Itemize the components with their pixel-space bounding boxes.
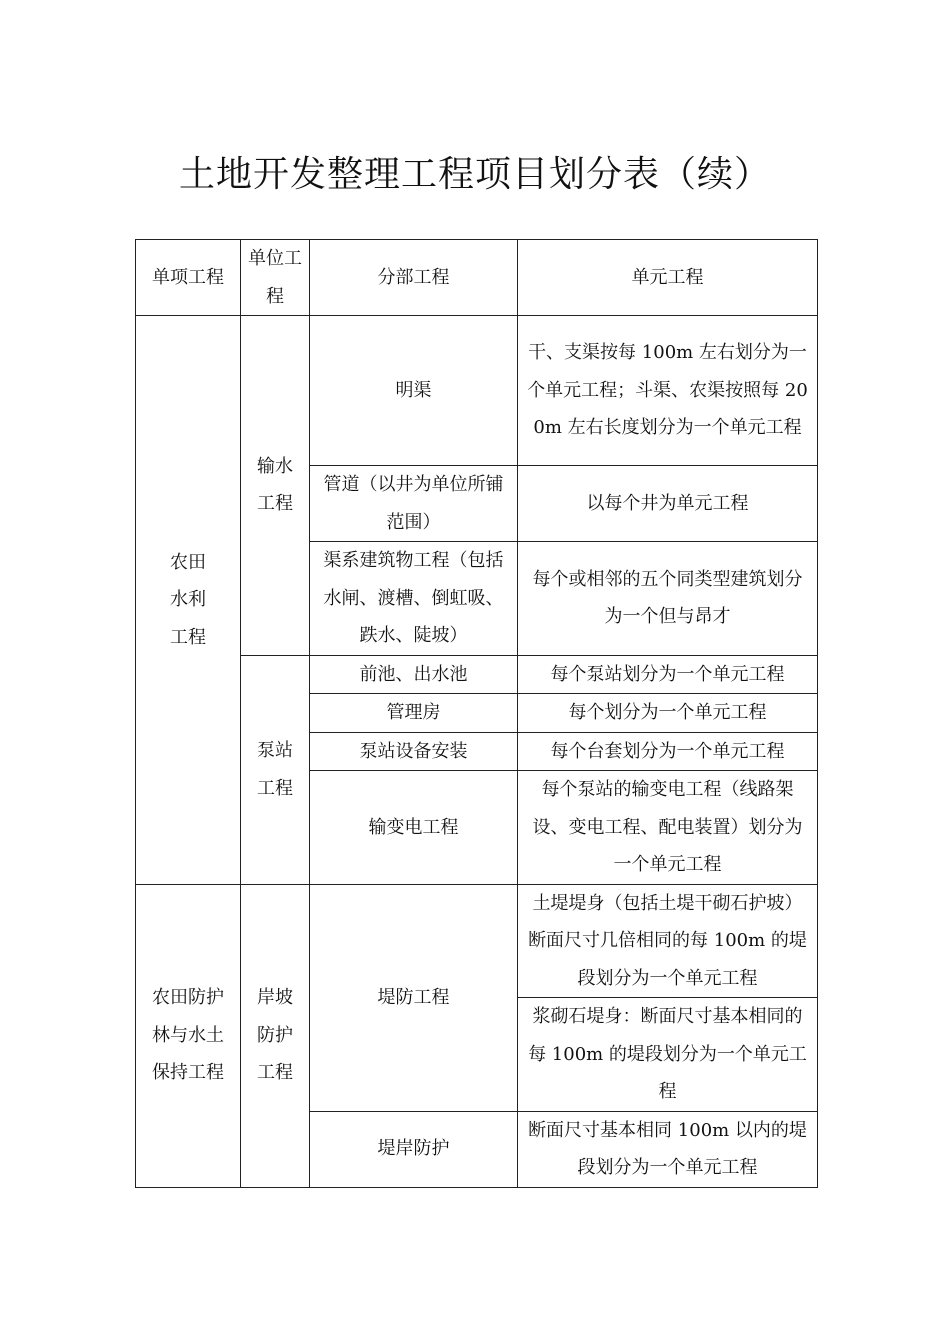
item-cell: 农田防护林与水土保持工程	[136, 884, 241, 1187]
subdivision-cell: 堤岸防护	[310, 1111, 518, 1187]
unit-cell: 岸坡防护工程	[241, 884, 310, 1187]
project-division-table	[135, 239, 818, 1188]
element-cell: 干、支渠按每 100m 左右划分为一个单元工程；斗渠、农渠按照每 200m 左右长度划分为一个单元工程	[518, 316, 818, 466]
element-cell: 每个或相邻的五个同类型建筑划分为一个但与昂才	[518, 542, 818, 656]
subdivision-cell: 输变电工程	[310, 771, 518, 885]
subdivision-cell: 明渠	[310, 316, 518, 466]
element-cell: 每个泵站划分为一个单元工程	[518, 655, 818, 694]
unit-cell: 泵站工程	[241, 655, 310, 884]
page-title: 土地开发整理工程项目划分表（续）	[178, 154, 771, 195]
item-cell: 农田水利工程	[136, 316, 241, 885]
element-cell: 断面尺寸基本相同 100m 以内的堤段划分为一个单元工程	[518, 1111, 818, 1187]
element-cell: 每个泵站的输变电工程（线路架设、变电工程、配电装置）划分为一个单元工程	[518, 771, 818, 885]
header-unit: 单位工程	[241, 240, 310, 316]
subdivision-cell: 管道（以井为单位所铺范围）	[310, 466, 518, 542]
subdivision-cell: 前池、出水池	[310, 655, 518, 694]
element-cell: 以每个井为单元工程	[518, 466, 818, 542]
unit-cell: 输水工程	[241, 316, 310, 656]
element-cell: 每个划分为一个单元工程	[518, 694, 818, 733]
subdivision-cell: 管理房	[310, 694, 518, 733]
header-element: 单元工程	[518, 240, 818, 316]
table-row	[136, 884, 818, 998]
subdivision-cell: 堤防工程	[310, 884, 518, 1111]
element-cell: 土堤堤身（包括土堤干砌石护坡）断面尺寸几倍相同的每 100m 的堤段划分为一个单元工程	[518, 884, 818, 998]
table-row	[136, 316, 818, 466]
header-subdivision: 分部工程	[310, 240, 518, 316]
element-cell: 浆砌石堤身：断面尺寸基本相同的每 100m 的堤段划分为一个单元工程	[518, 998, 818, 1112]
header-item: 单项工程	[136, 240, 241, 316]
element-cell: 每个台套划分为一个单元工程	[518, 732, 818, 771]
subdivision-cell: 泵站设备安装	[310, 732, 518, 771]
table-header-row	[136, 240, 818, 316]
subdivision-cell: 渠系建筑物工程（包括水闸、渡槽、倒虹吸、跌水、陡坡）	[310, 542, 518, 656]
